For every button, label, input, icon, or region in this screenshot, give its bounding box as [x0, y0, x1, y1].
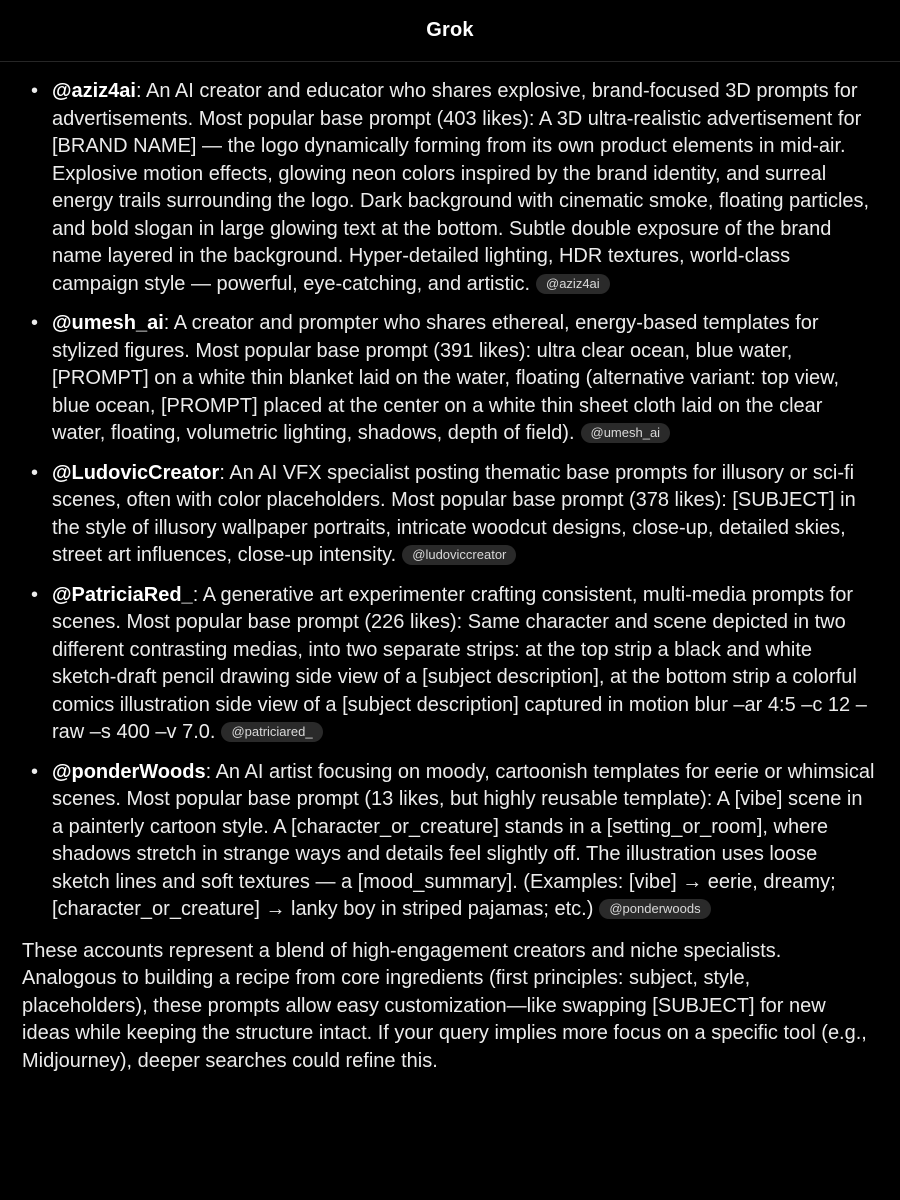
bullet-icon: •: [31, 461, 39, 484]
list-item: [22, 582, 878, 747]
bullet-icon: •: [31, 312, 39, 334]
account-description: An AI creator and educator who shares explosive, brand-focused 3D prompts for advertisements. Most popular base prompt (403 likes): A 3D ultra-realistic advertisement for [BRAND NAME] — the logo dynamically forming from its own product elements in mid-air. Explosive motion effects, glowing neon colors inspired by the brand identity, and surreal energy trails surrounding the logo. Dark background with cinematic smoke, floating particles, and bold slogan in large glowing text at the bottom. Subtle double exposure of the brand name layered in the background. Hyper-detailed lighting, HDR textures, world-class campaign style — powerful, eye-catching, and artistic.: [52, 80, 870, 295]
account-description: An AI artist focusing on moody, cartoonish templates for eerie or whimsical scenes. Most popular base prompt (13 likes, but highly reusable template): A [vibe] scene in a painterly cartoon style. A [character_or_creature] stands in a [setting_or_room], where shadows stretch in strange ways and details feel slightly off. The illustration uses loose sketch lines and soft textures — a [mood_summary]. (Examples: [vibe] → eerie, dreamy; [character_or_creature] → lanky boy in striped pajamas; etc.): [52, 760, 875, 920]
handle-separator: :: [135, 80, 142, 102]
handle-separator: :: [205, 760, 212, 783]
source-chip[interactable]: @umesh_ai: [581, 423, 671, 443]
bullet-icon: •: [31, 760, 39, 783]
bullet-icon: •: [31, 80, 39, 102]
handle-separator: :: [219, 461, 225, 484]
account-handle: @PatriciaRed_: [52, 583, 193, 606]
list-item: [22, 310, 878, 448]
summary-paragraph: These accounts represent a blend of high-engagement creators and niche specialists. Analogous to building a recipe from core ingredients (first principles: subject, style, placeholders), these prompts allow easy customization—like swapping [SUBJECT] for new ideas while keeping the structure intact. If your query implies more focus on a specific tool (e.g., Midjourney), deeper searches could refine this.: [22, 939, 867, 1072]
account-description: A generative art experimenter crafting consistent, multi-media prompts for scenes. Most popular base prompt (226 likes): Same character and scene depicted in two different contrasting medias, into two separate strips: at the top strip a black and white sketch-draft pencil drawing side view of a [subject description], at the bottom strip a colorful comics illustration side view of a [subject description] captured in motion blur –ar 4:5 –c 12 –raw –s 400 –v 7.0.: [52, 583, 867, 743]
accounts-list: [22, 78, 878, 924]
app-header: [0, 0, 900, 62]
source-chip[interactable]: @aziz4ai: [536, 274, 610, 294]
app-title: Grok: [426, 19, 474, 41]
handle-separator: :: [163, 312, 170, 334]
account-description: An AI VFX specialist posting thematic base prompts for illusory or sci-fi scenes, often with color placeholders. Most popular base prompt (378 likes): [SUBJECT] in the style of illusory wallpaper portraits, intricate woodcut designs, close-up, detailed skies, street art influences, close-up intensity.: [52, 461, 856, 566]
account-handle: @ponderWoods: [52, 760, 206, 783]
account-description: A creator and prompter who shares ethereal, energy-based templates for stylized figures. Most popular base prompt (391 likes): ultra clear ocean, blue water, [PROMPT] on a white thin blanket laid on the water, floating (alternative variant: top view, blue ocean, [PROMPT] placed at the center on a white thin sheet cloth laid on the clear water, floating, volumetric lighting, shadows, depth of field).: [52, 312, 840, 444]
source-chip[interactable]: @patriciared_: [221, 722, 322, 742]
handle-separator: :: [192, 583, 199, 606]
account-handle: @LudovicCreator: [52, 461, 220, 484]
list-item: [22, 759, 878, 924]
bullet-icon: •: [31, 583, 39, 606]
account-handle: @umesh_ai: [52, 312, 164, 334]
account-handle: @aziz4ai: [52, 80, 136, 102]
source-chip[interactable]: @ludoviccreator: [402, 545, 516, 565]
source-chip[interactable]: @ponderwoods: [599, 899, 710, 919]
response-content: [22, 78, 878, 1075]
list-item: [22, 460, 878, 570]
list-item: [22, 78, 878, 298]
